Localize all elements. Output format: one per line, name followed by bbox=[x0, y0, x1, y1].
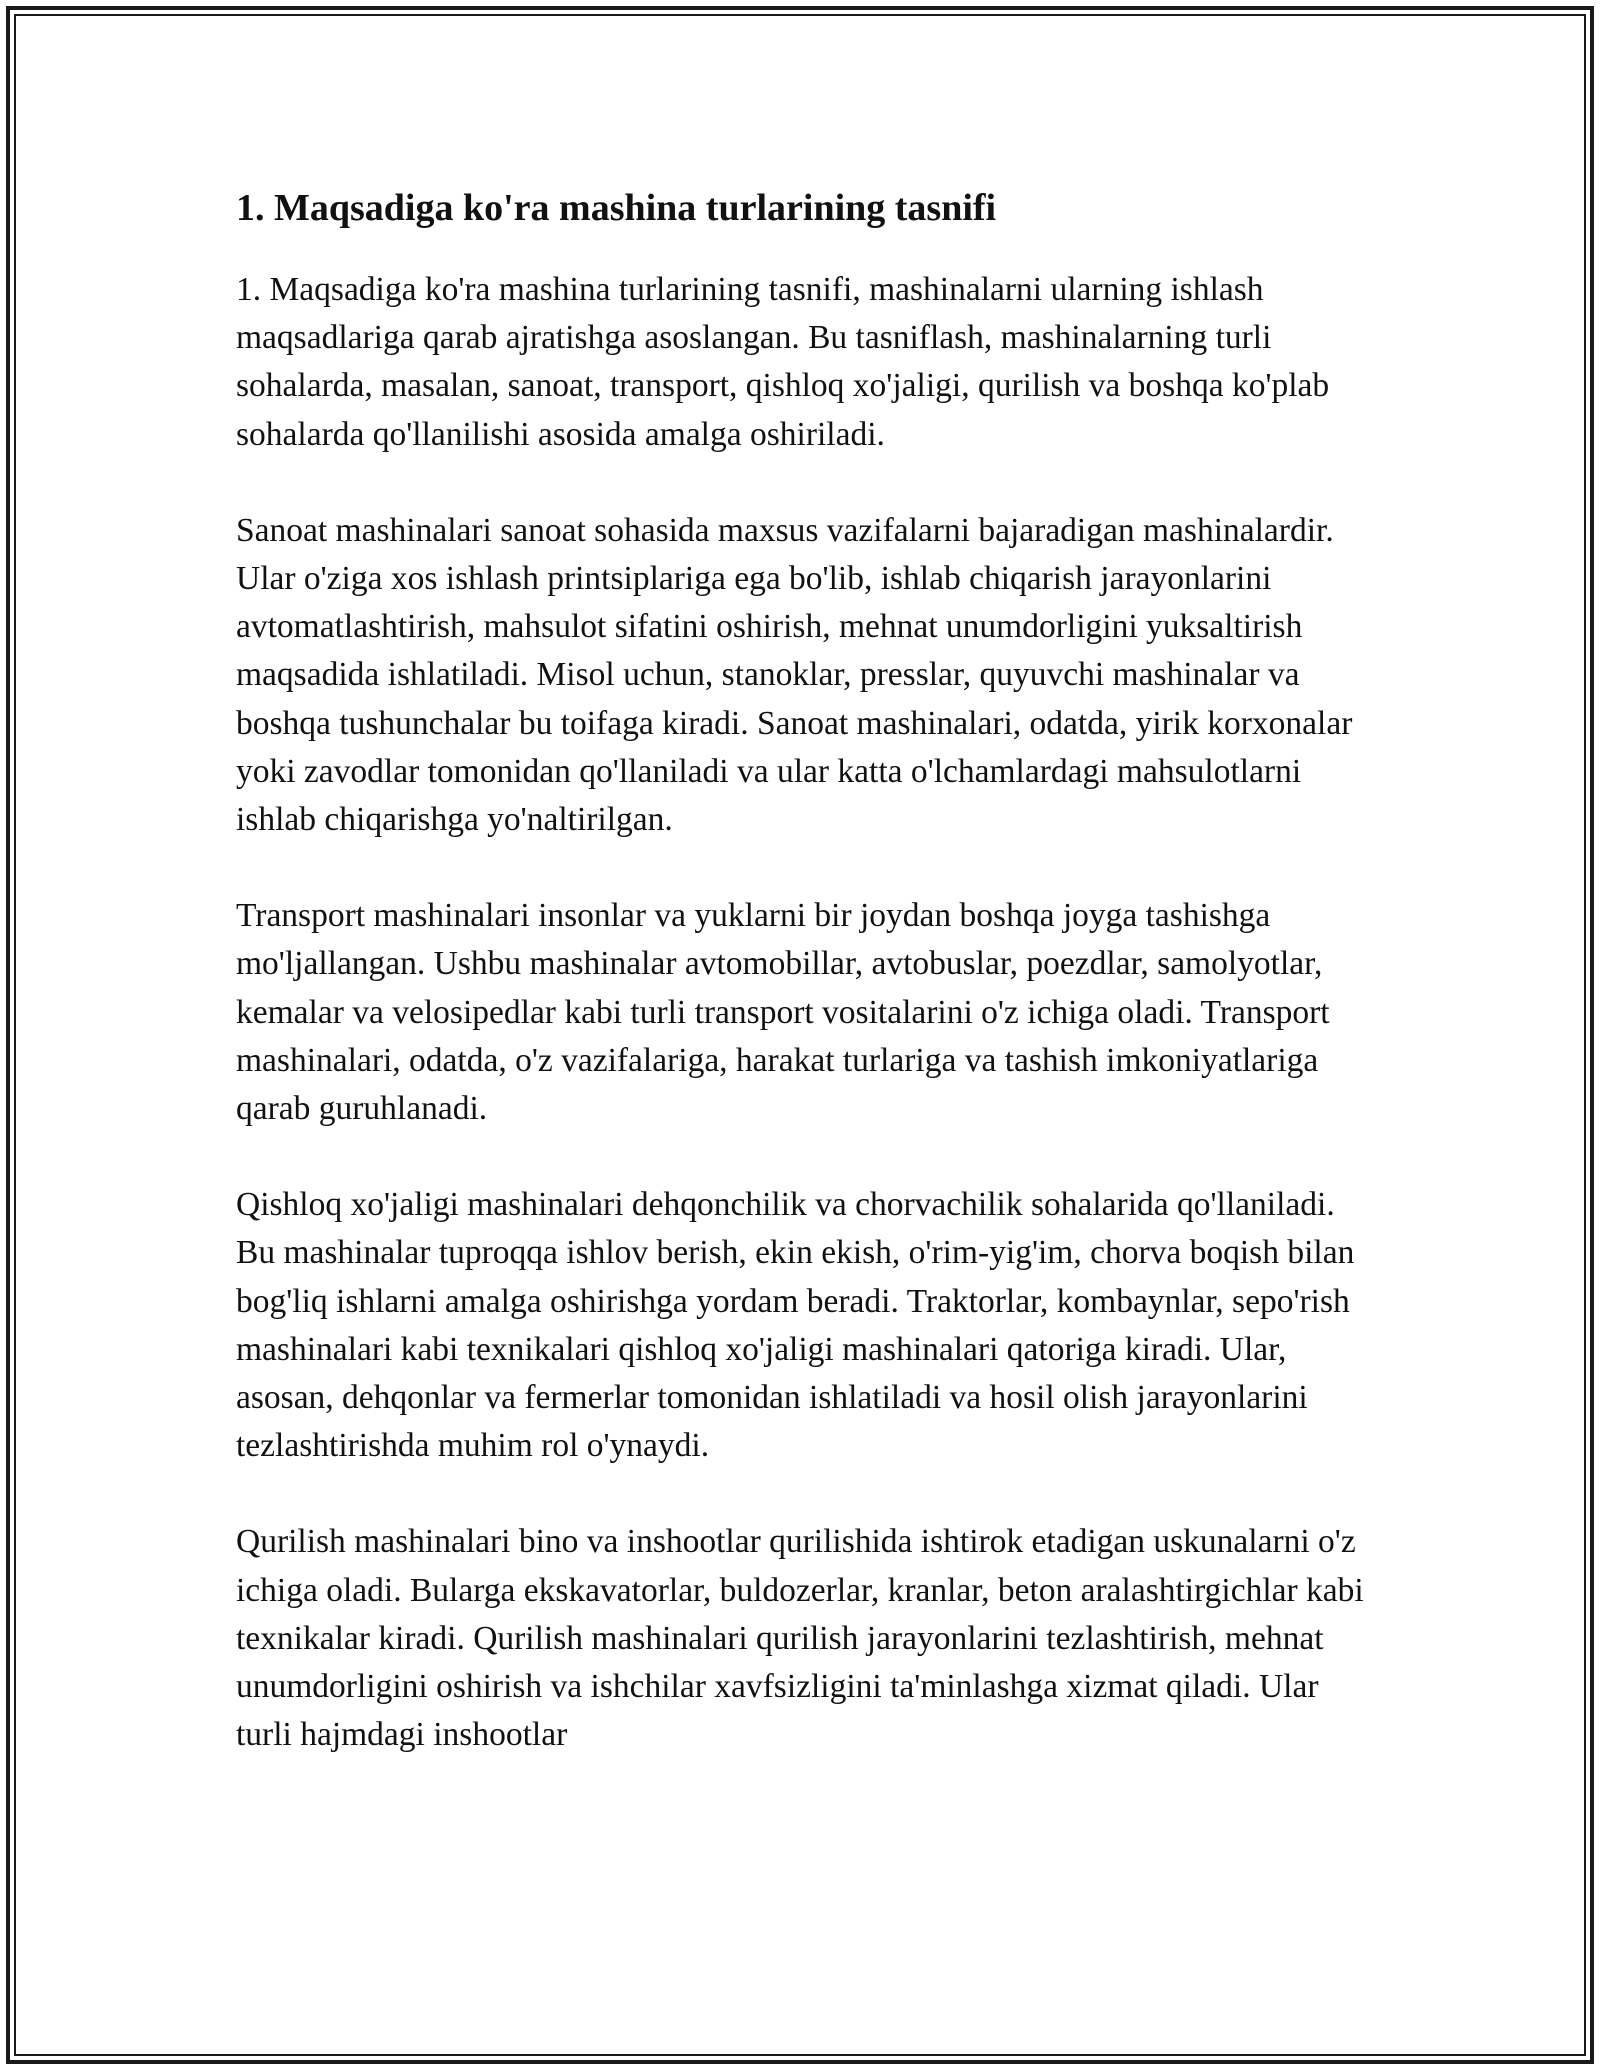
paragraph-intro: 1. Maqsadiga ko'ra mashina turlarining tasnifi, mashinalarni ularning ishlash maqsadlariga qarab ajratishga asoslangan. Bu tasniflash, mashinalarning turli sohalarda, masalan, sanoat, transport, qishloq xo'jaligi, qurilish va boshqa ko'plab sohalarda qo'llanilishi asosida amalga oshiriladi. bbox=[236, 271, 1330, 453]
document-body bbox=[236, 184, 1366, 1807]
document-title: 1. Maqsadiga ko'ra mashina turlarining tasnifi bbox=[236, 187, 997, 229]
paragraph-agricultural-machines: Qishloq xo'jaligi mashinalari dehqonchilik va chorvachilik sohalarida qo'llaniladi. Bu mashinalar tuproqqa ishlov berish, ekin ekish, o'rim-yig'im, chorva boqish bilan bog'liq ishlarni amalga oshirishga yordam beradi. Traktorlar, kombaynlar, sepo'rish mashinalari kabi texnikalari qishloq xo'jaligi mashinalari qatoriga kiradi. Ular, asosan, dehqonlar va fermerlar tomonidan ishlatiladi va hosil olish jarayonlarini tezlashtirishda muhim rol o'ynaydi. bbox=[236, 1186, 1355, 1465]
paragraph-construction-machines: Qurilish mashinalari bino va inshootlar qurilishida ishtirok etadigan uskunalarni o'z ichiga oladi. Bularga ekskavatorlar, buldozerlar, kranlar, beton aralashtirgichlar kabi texnikalar kiradi. Qurilish mashinalari qurilish jarayonlarini tezlashtirish, mehnat unumdorligini oshirish va ishchilar xavfsizligini ta'minlashga xizmat qiladi. Ular turli hajmdagi inshootlar bbox=[236, 1523, 1364, 1754]
paragraph-industrial-machines: Sanoat mashinalari sanoat sohasida maxsus vazifalarni bajaradigan mashinalardir. Ular o'ziga xos ishlash printsiplariga ega bo'lib, ishlab chiqarish jarayonlarini avtomatlashtirish, mahsulot sifatini oshirish, mehnat unumdorligini yuksaltirish maqsadida ishlatiladi. Misol uchun, stanoklar, presslar, quyuvchi mashinalar va boshqa tushunchalar bu toifaga kiradi. Sanoat mashinalari, odatda, yirik korxonalar yoki zavodlar tomonidan qo'llaniladi va ular katta o'lchamlardagi mahsulotlarni ishlab chiqarishga yo'naltirilgan. bbox=[236, 511, 1353, 839]
paragraph-transport-machines: Transport mashinalari insonlar va yuklarni bir joydan boshqa joyga tashishga mo'ljallangan. Ushbu mashinalar avtomobillar, avtobuslar, poezdlar, samolyotlar, kemalar va velosipedlar kabi turli transport vositalarini o'z ichiga oladi. Transport mashinalari, odatda, o'z vazifalariga, harakat turlariga va tashish imkoniyatlariga qarab guruhlanadi. bbox=[236, 897, 1330, 1128]
